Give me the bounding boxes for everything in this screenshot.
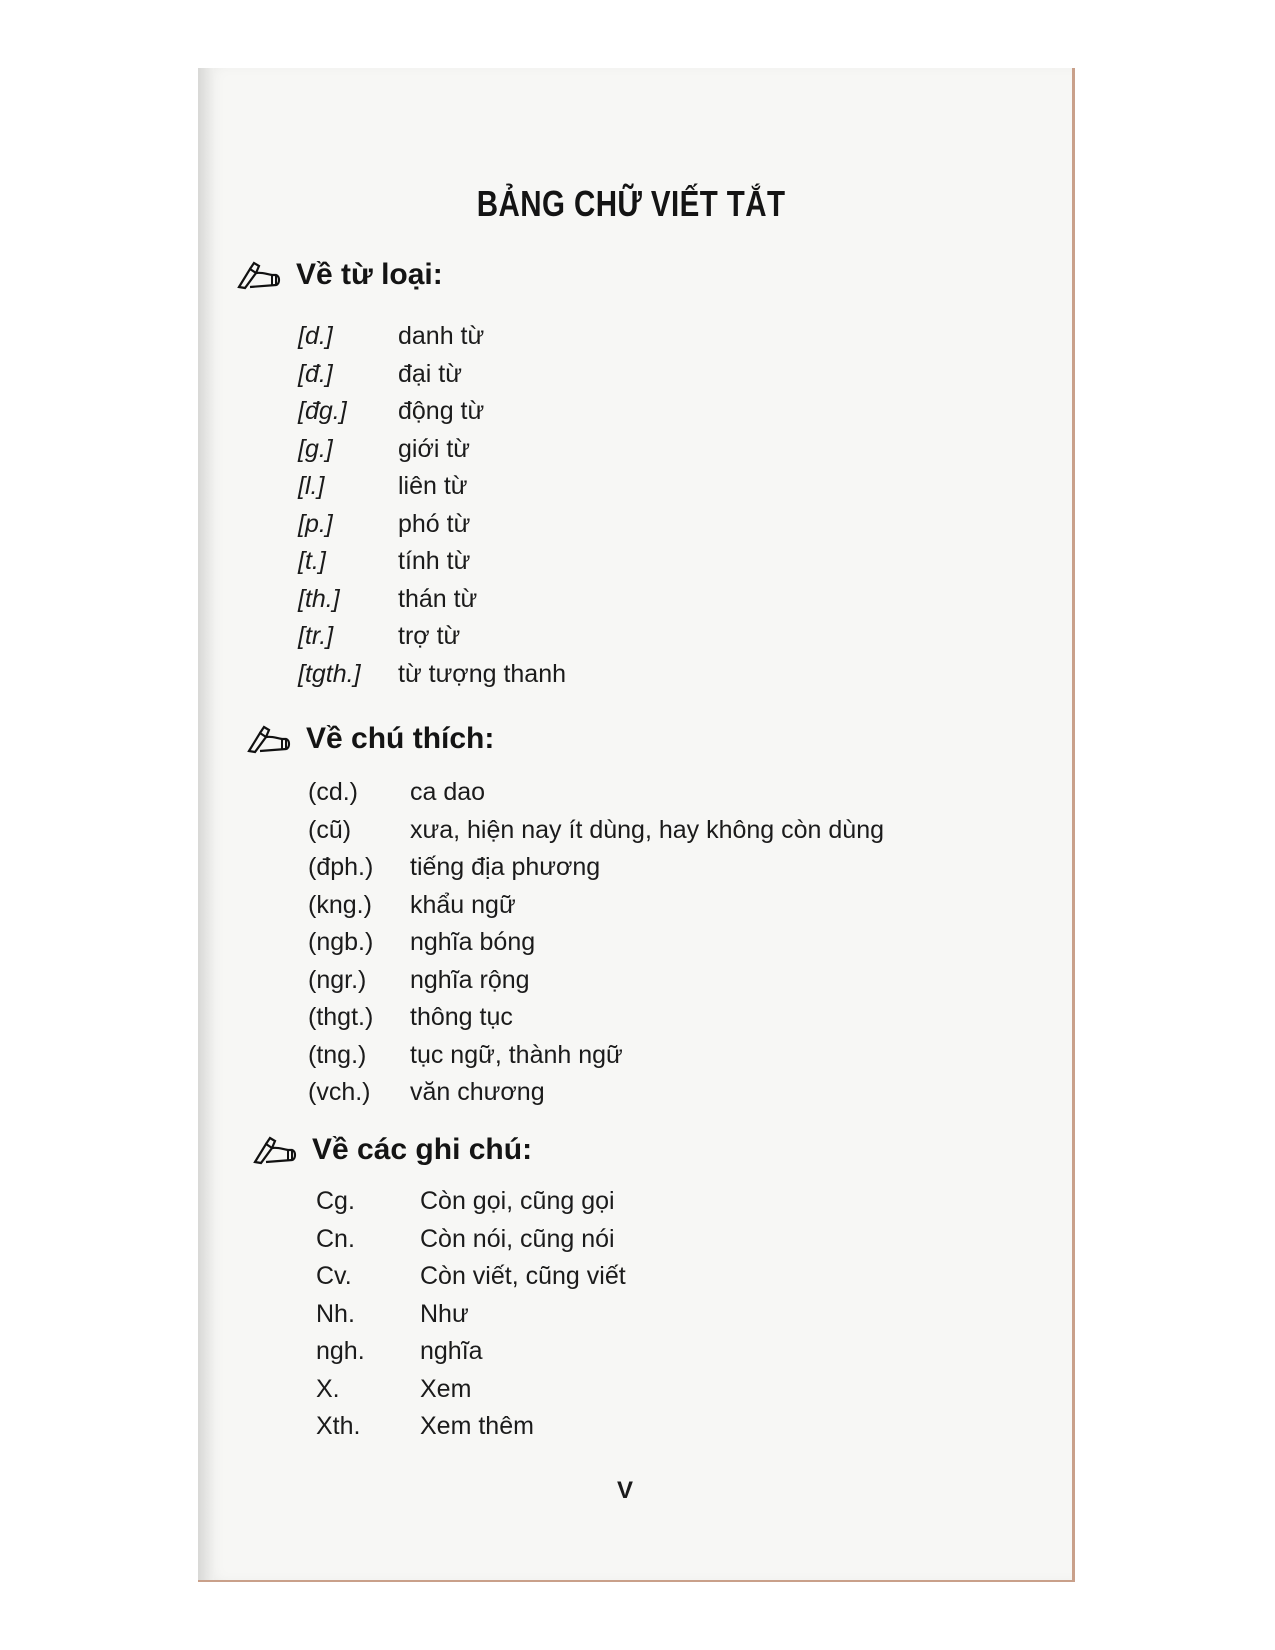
list-item (308, 1074, 884, 1112)
definition: từ tượng thanh (398, 659, 567, 688)
list-item (298, 468, 566, 506)
list-item (298, 393, 566, 431)
abbreviation: [t.] (298, 547, 326, 576)
definition: ca dao (410, 778, 486, 807)
definition: trợ từ (398, 622, 461, 651)
abbreviation: ngh. (316, 1337, 365, 1366)
abbreviation: [d.] (298, 322, 333, 351)
abbreviation: [th.] (298, 584, 340, 613)
definition: phó từ (398, 509, 471, 538)
writing-hand-icon (252, 1135, 298, 1165)
definition: Còn nói, cũng nói (420, 1224, 615, 1253)
writing-hand-icon (246, 724, 292, 754)
abbreviation: (đph.) (308, 853, 374, 882)
definition: liên từ (398, 472, 468, 501)
definition: Còn gọi, cũng gọi (420, 1187, 615, 1216)
list-item (316, 1183, 626, 1221)
definition: Xem (420, 1374, 472, 1403)
abbreviation: Nh. (316, 1299, 355, 1328)
list-item (308, 999, 884, 1037)
definition: khẩu ngữ (410, 890, 516, 919)
section-word-class-header (236, 258, 443, 292)
definition: thông tục (410, 1003, 513, 1032)
abbreviation: [tr.] (298, 622, 334, 651)
abbreviation: [tgth.] (298, 659, 361, 688)
list-item (298, 581, 566, 619)
writing-hand-icon (236, 260, 282, 290)
abbreviation: (tng.) (308, 1040, 367, 1069)
list-item (308, 962, 884, 1000)
definition: Xem thêm (420, 1412, 534, 1441)
definition: nghĩa rộng (410, 965, 530, 994)
section-heading: Về chú thích: (306, 722, 495, 755)
definition: giới từ (398, 434, 471, 463)
section-remarks-header (252, 1133, 532, 1167)
abbreviation: (vch.) (308, 1078, 371, 1107)
definition: Còn viết, cũng viết (420, 1262, 626, 1291)
list-item (308, 924, 884, 962)
list-item (316, 1258, 626, 1296)
word-class-list (298, 318, 566, 693)
abbreviation: (kng.) (308, 890, 372, 919)
definition: danh từ (398, 322, 485, 351)
definition: tục ngữ, thành ngữ (410, 1040, 623, 1069)
list-item (308, 774, 884, 812)
definition: xưa, hiện nay ít dùng, hay không còn dùng (410, 815, 885, 844)
remarks-list (316, 1183, 626, 1446)
page-spine-shadow (198, 68, 214, 1580)
list-item (298, 543, 566, 581)
definition: nghĩa bóng (410, 928, 536, 957)
definition: động từ (398, 397, 485, 426)
list-item (308, 812, 884, 850)
definition: Như (420, 1299, 469, 1328)
list-item (298, 506, 566, 544)
abbreviation: Cg. (316, 1187, 355, 1216)
list-item (298, 656, 566, 694)
definition: tính từ (398, 547, 471, 576)
list-item (316, 1408, 626, 1446)
definition: tiếng địa phương (410, 853, 601, 882)
abbreviation: X. (316, 1374, 340, 1403)
section-heading: Về từ loại: (296, 258, 443, 291)
abbreviation: Cv. (316, 1262, 352, 1291)
list-item (308, 849, 884, 887)
list-item (298, 318, 566, 356)
page-number: V (617, 1477, 634, 1504)
abbreviation: [p.] (298, 509, 333, 538)
definition: đại từ (398, 359, 462, 388)
list-item (298, 431, 566, 469)
definition: nghĩa (420, 1337, 483, 1366)
abbreviation: [đg.] (298, 397, 347, 426)
definition: văn chương (410, 1078, 545, 1107)
list-item (298, 356, 566, 394)
abbreviation: (ngr.) (308, 965, 367, 994)
page-title: BẢNG CHỮ VIẾT TẮT (476, 183, 786, 224)
abbreviation: (ngb.) (308, 928, 374, 957)
abbreviation: [g.] (298, 434, 333, 463)
list-item (316, 1371, 626, 1409)
abbreviation: Xth. (316, 1412, 361, 1441)
section-heading: Về các ghi chú: (312, 1133, 533, 1166)
notes-list (308, 774, 884, 1112)
list-item (316, 1333, 626, 1371)
definition: thán từ (398, 584, 478, 613)
section-notes-header (246, 722, 494, 756)
list-item (308, 887, 884, 925)
abbreviation: (cd.) (308, 778, 358, 807)
list-item (316, 1296, 626, 1334)
abbreviation: [l.] (298, 472, 325, 501)
list-item (298, 618, 566, 656)
abbreviation: (cũ) (308, 815, 352, 844)
abbreviation: [đ.] (298, 359, 333, 388)
abbreviation: (thgt.) (308, 1003, 374, 1032)
abbreviation: Cn. (316, 1224, 355, 1253)
list-item (308, 1037, 884, 1075)
list-item (316, 1221, 626, 1259)
